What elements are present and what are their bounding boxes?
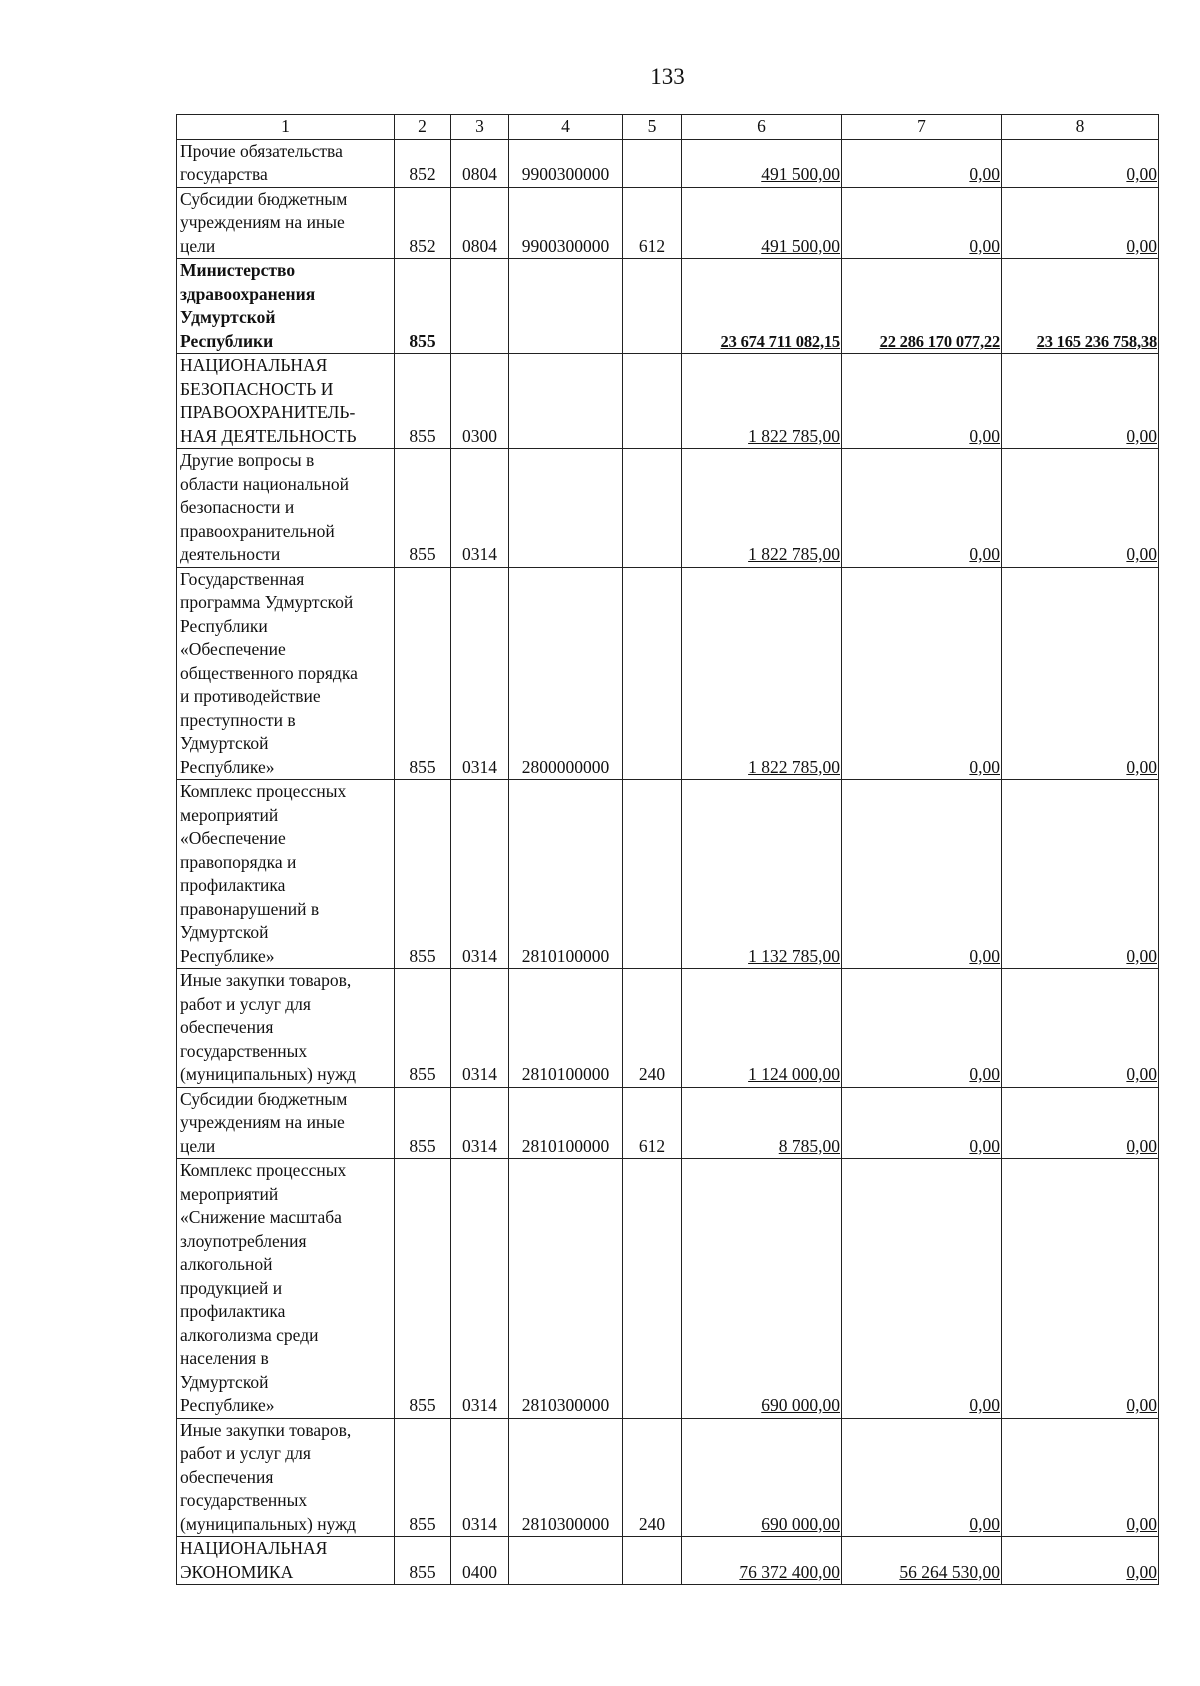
row-code-2: 855 xyxy=(395,1418,451,1537)
row-code-5 xyxy=(623,449,682,568)
row-amount-6 xyxy=(682,1159,842,1419)
table-row xyxy=(177,139,1159,187)
row-name: Иные закупки товаров, работ и услуг для обеспечения государственных (муниципальных) нужд xyxy=(177,1418,395,1537)
row-code-5: 240 xyxy=(623,1418,682,1537)
row-code-2: 852 xyxy=(395,139,451,187)
row-code-5 xyxy=(623,567,682,780)
row-amount-8 xyxy=(1002,780,1159,969)
amount-value: 8 785,00 xyxy=(778,1135,840,1156)
row-amount-8 xyxy=(1002,187,1159,259)
table-row xyxy=(177,780,1159,969)
row-amount-7 xyxy=(842,449,1002,568)
column-header: 7 xyxy=(842,115,1002,140)
row-code-3 xyxy=(451,259,509,354)
row-amount-6 xyxy=(682,969,842,1088)
amount-value: 0,00 xyxy=(969,1395,1000,1415)
row-amount-7 xyxy=(842,187,1002,259)
amount-value: 690 000,00 xyxy=(761,1395,840,1415)
row-amount-7 xyxy=(842,139,1002,187)
table-row xyxy=(177,1159,1159,1419)
row-code-3: 0300 xyxy=(451,354,509,449)
column-header: 2 xyxy=(395,115,451,140)
table-row xyxy=(177,567,1159,780)
amount-value: 56 264 530,00 xyxy=(899,1561,1000,1582)
row-amount-7 xyxy=(842,1087,1002,1159)
row-code-3: 0314 xyxy=(451,969,509,1088)
table-row xyxy=(177,1087,1159,1159)
amount-value: 0,00 xyxy=(1126,945,1157,966)
row-amount-6 xyxy=(682,449,842,568)
row-code-5: 612 xyxy=(623,1087,682,1159)
amount-value: 0,00 xyxy=(1126,1064,1157,1084)
amount-value: 1 822 785,00 xyxy=(748,756,840,777)
row-amount-6 xyxy=(682,567,842,780)
row-amount-7 xyxy=(842,567,1002,780)
row-amount-6 xyxy=(682,1537,842,1585)
column-header: 6 xyxy=(682,115,842,140)
row-code-2: 855 xyxy=(395,969,451,1088)
amount-value: 690 000,00 xyxy=(761,1513,840,1534)
row-amount-7 xyxy=(842,780,1002,969)
row-code-2: 855 xyxy=(395,780,451,969)
row-code-2: 855 xyxy=(395,1159,451,1419)
row-code-2: 855 xyxy=(395,354,451,449)
amount-value: 1 822 785,00 xyxy=(748,544,840,564)
row-code-4: 2810100000 xyxy=(509,1087,623,1159)
row-code-2: 855 xyxy=(395,1537,451,1585)
row-code-5 xyxy=(623,259,682,354)
row-name: Субсидии бюджетным учреждениям на иные цели xyxy=(177,187,395,259)
row-name: Субсидии бюджетным учреждениям на иные цели xyxy=(177,1087,395,1159)
column-header: 1 xyxy=(177,115,395,140)
row-code-5 xyxy=(623,1159,682,1419)
amount-value: 0,00 xyxy=(969,544,1000,564)
row-name: НАЦИОНАЛЬНАЯ ЭКОНОМИКА xyxy=(177,1537,395,1585)
row-name: Государственная программа Удмуртской Республики «Обеспечение общественного порядка и противодействие преступности в Удмуртской Республике» xyxy=(177,567,395,780)
column-header: 5 xyxy=(623,115,682,140)
amount-value: 0,00 xyxy=(1126,1561,1157,1582)
amount-value: 23 165 236 758,38 xyxy=(1036,331,1157,351)
amount-value: 76 372 400,00 xyxy=(739,1561,840,1582)
amount-value: 491 500,00 xyxy=(761,235,840,256)
row-amount-6 xyxy=(682,259,842,354)
row-amount-7 xyxy=(842,1159,1002,1419)
row-code-5 xyxy=(623,1537,682,1585)
amount-value: 0,00 xyxy=(969,756,1000,777)
table-row xyxy=(177,1418,1159,1537)
amount-value: 1 124 000,00 xyxy=(748,1064,840,1084)
row-code-3: 0804 xyxy=(451,187,509,259)
row-code-3: 0400 xyxy=(451,1537,509,1585)
row-name: НАЦИОНАЛЬНАЯ БЕЗОПАСНОСТЬ И ПРАВООХРАНИТЕЛЬ- НАЯ ДЕЯТЕЛЬНОСТЬ xyxy=(177,354,395,449)
row-code-3: 0314 xyxy=(451,780,509,969)
row-amount-7 xyxy=(842,1418,1002,1537)
amount-value: 0,00 xyxy=(1126,756,1157,777)
amount-value: 0,00 xyxy=(1126,1395,1157,1415)
row-amount-8 xyxy=(1002,567,1159,780)
amount-value: 0,00 xyxy=(969,1135,1000,1156)
row-name: Другие вопросы в области национальной безопасности и правоохранительной деятельности xyxy=(177,449,395,568)
row-amount-8 xyxy=(1002,259,1159,354)
row-code-2: 855 xyxy=(395,567,451,780)
table-row xyxy=(177,1537,1159,1585)
row-amount-6 xyxy=(682,354,842,449)
row-code-3: 0314 xyxy=(451,567,509,780)
row-amount-6 xyxy=(682,1087,842,1159)
row-name: Комплекс процессных мероприятий «Обеспечение правопорядка и профилактика правонарушений в Удмуртской Республике» xyxy=(177,780,395,969)
row-code-5: 612 xyxy=(623,187,682,259)
row-code-4: 9900300000 xyxy=(509,139,623,187)
amount-value: 0,00 xyxy=(1126,425,1157,446)
row-amount-6 xyxy=(682,187,842,259)
table-row xyxy=(177,354,1159,449)
page-number: 133 xyxy=(650,64,685,89)
budget-table xyxy=(176,114,1159,1585)
amount-value: 0,00 xyxy=(1126,1513,1157,1534)
row-code-2: 852 xyxy=(395,187,451,259)
amount-value: 0,00 xyxy=(969,235,1000,256)
amount-value: 0,00 xyxy=(1126,544,1157,564)
row-amount-8 xyxy=(1002,1537,1159,1585)
amount-value: 1 132 785,00 xyxy=(748,945,840,966)
row-code-5 xyxy=(623,139,682,187)
row-code-4: 2800000000 xyxy=(509,567,623,780)
row-amount-6 xyxy=(682,1418,842,1537)
row-code-2: 855 xyxy=(395,449,451,568)
row-amount-8 xyxy=(1002,1418,1159,1537)
row-amount-7 xyxy=(842,1537,1002,1585)
row-code-2: 855 xyxy=(395,1087,451,1159)
column-header: 8 xyxy=(1002,115,1159,140)
row-code-3: 0804 xyxy=(451,139,509,187)
row-code-3: 0314 xyxy=(451,1087,509,1159)
amount-value: 23 674 711 082,15 xyxy=(720,331,840,351)
row-name: Министерство здравоохранения Удмуртской Республики xyxy=(177,259,395,354)
row-code-4 xyxy=(509,259,623,354)
row-amount-8 xyxy=(1002,354,1159,449)
row-code-4: 2810300000 xyxy=(509,1418,623,1537)
amount-value: 22 286 170 077,22 xyxy=(879,331,1000,351)
amount-value: 491 500,00 xyxy=(761,164,840,184)
row-code-2: 855 xyxy=(395,259,451,354)
amount-value: 0,00 xyxy=(1126,1135,1157,1156)
row-amount-7 xyxy=(842,354,1002,449)
row-amount-8 xyxy=(1002,139,1159,187)
row-amount-6 xyxy=(682,780,842,969)
row-code-4: 9900300000 xyxy=(509,187,623,259)
row-amount-7 xyxy=(842,259,1002,354)
row-code-4 xyxy=(509,354,623,449)
row-amount-8 xyxy=(1002,449,1159,568)
amount-value: 1 822 785,00 xyxy=(748,425,840,446)
row-name: Иные закупки товаров, работ и услуг для обеспечения государственных (муниципальных) нужд xyxy=(177,969,395,1088)
amount-value: 0,00 xyxy=(969,425,1000,446)
row-code-4 xyxy=(509,1537,623,1585)
row-amount-8 xyxy=(1002,1087,1159,1159)
table-row xyxy=(177,187,1159,259)
amount-value: 0,00 xyxy=(969,1064,1000,1084)
amount-value: 0,00 xyxy=(969,164,1000,184)
row-code-4: 2810300000 xyxy=(509,1159,623,1419)
table-header-row xyxy=(177,115,1159,140)
row-code-3: 0314 xyxy=(451,1418,509,1537)
row-code-5: 240 xyxy=(623,969,682,1088)
row-code-5 xyxy=(623,354,682,449)
amount-value: 0,00 xyxy=(969,1513,1000,1534)
row-code-4 xyxy=(509,449,623,568)
row-code-4: 2810100000 xyxy=(509,969,623,1088)
row-amount-6 xyxy=(682,139,842,187)
column-header: 3 xyxy=(451,115,509,140)
row-amount-7 xyxy=(842,969,1002,1088)
row-code-3: 0314 xyxy=(451,1159,509,1419)
amount-value: 0,00 xyxy=(1126,164,1157,184)
row-name: Прочие обязательства государства xyxy=(177,139,395,187)
row-amount-8 xyxy=(1002,969,1159,1088)
column-header: 4 xyxy=(509,115,623,140)
row-amount-8 xyxy=(1002,1159,1159,1419)
table-row xyxy=(177,259,1159,354)
table-row xyxy=(177,969,1159,1088)
row-code-5 xyxy=(623,780,682,969)
amount-value: 0,00 xyxy=(969,945,1000,966)
table-row xyxy=(177,449,1159,568)
amount-value: 0,00 xyxy=(1126,235,1157,256)
row-code-3: 0314 xyxy=(451,449,509,568)
row-name: Комплекс процессных мероприятий «Снижение масштаба злоупотребления алкогольной продукцией и профилактика алкоголизма среди населения в Удмуртской Республике» xyxy=(177,1159,395,1419)
row-code-4: 2810100000 xyxy=(509,780,623,969)
